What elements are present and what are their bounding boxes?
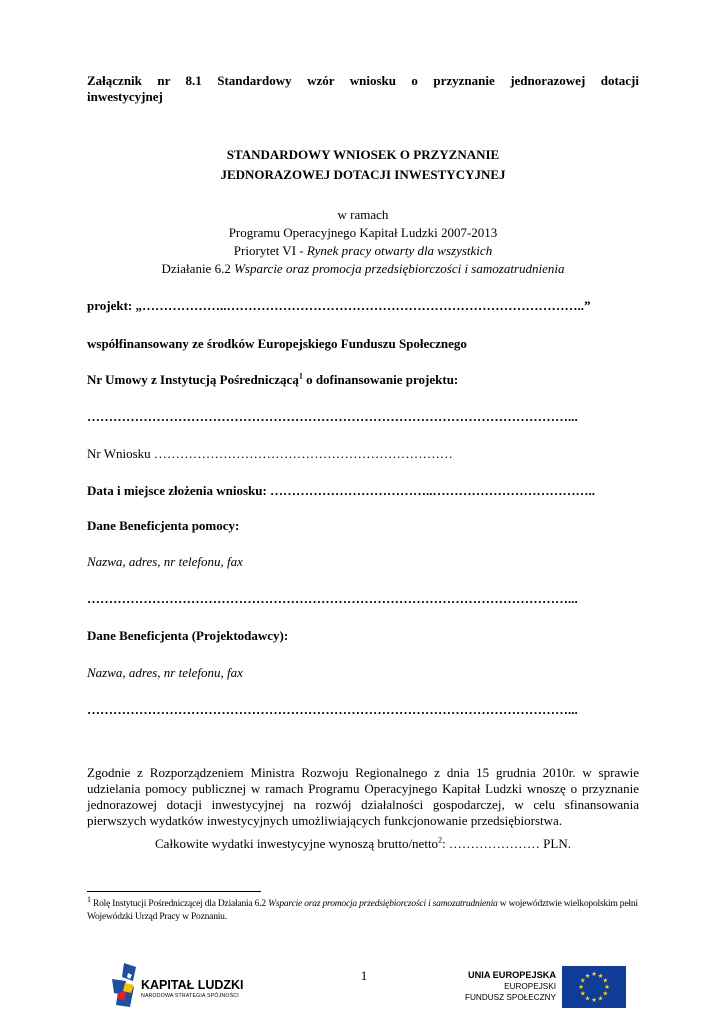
- page-number: 1: [360, 968, 368, 983]
- eu-line2: EUROPEJSKI: [504, 982, 556, 991]
- beneficiary-project-hint: Nazwa, adres, nr telefonu, fax: [87, 665, 243, 680]
- program-priority: [87, 243, 639, 259]
- agreement-label-text: Nr Umowy z Instytucją Pośredniczącą: [87, 372, 299, 387]
- main-title-line2: JEDNORAZOWEJ DOTACJI INWESTYCYJNEJ: [220, 167, 506, 182]
- attachment-title-line1: Załącznik nr 8.1 Standardowy wzór wniosku o przyznanie jednorazowej dotacji: [87, 73, 639, 88]
- application-number: Nr Wniosku ……………………………………………………………: [87, 446, 453, 461]
- eu-star-icon: ★: [604, 984, 610, 992]
- priority-name: Rynek pracy otwarty dla wszystkich: [306, 243, 493, 258]
- footnote-text-italic: Wsparcie oraz promocja przedsiębiorczości i samozatrudnienia: [268, 899, 498, 909]
- main-title-line1: STANDARDOWY WNIOSEK O PRZYZNANIE: [226, 147, 500, 162]
- footnote-number: 1: [87, 894, 91, 904]
- eu-star-icon: ★: [591, 997, 597, 1005]
- agreement-dots-line: …………………………………………………………………………………………………...: [87, 409, 578, 424]
- request-paragraph: Zgodnie z Rozporządzeniem Ministra Rozwoju Regionalnego z dnia 15 grudnia 2010r. w sprawie udzielania pomocy publicznej w ramach Programu Operacyjnego Kapitał Ludzki wnoszę o przyznanie jednorazowej dotacji inwestycyjnej na rozwój działalności gospodarczej, w celu sfinansowania pierwszych wydatków inwestycyjnych umożliwiających funkcjonowanie przedsiębiorstwa.: [87, 765, 639, 828]
- eu-star-icon: ★: [597, 972, 604, 980]
- eu-star-icon: ★: [578, 984, 584, 992]
- footnote-text-start: Rolę Instytucji Pośredniczącej dla Działania 6.2: [90, 899, 269, 909]
- eu-star-icon: ★: [579, 977, 586, 985]
- eu-star-icon: ★: [602, 977, 609, 985]
- footnote-text-end: w województwie wielkopolskim pełni Wojewódzki Urząd Pracy w Poznaniu.: [87, 899, 638, 922]
- eu-star-icon: ★: [579, 990, 586, 998]
- footnote-divider: [87, 891, 261, 892]
- kapital-ludzki-logo-icon: [112, 963, 136, 1007]
- program-name: Programu Operacyjnego Kapitał Ludzki 2007-2013: [228, 225, 498, 240]
- footnote-ref-2: 2: [438, 835, 443, 845]
- attachment-title-line2: inwestycyjnej: [87, 89, 163, 104]
- cofinanced-line: współfinansowany ze środków Europejskiego Funduszu Społecznego: [87, 336, 467, 351]
- total-expenses-prefix: Całkowite wydatki inwestycyjne wynoszą brutto/netto: [155, 836, 439, 851]
- beneficiary-aid-label: Dane Beneficjenta pomocy:: [87, 518, 240, 533]
- measure-prefix: Działanie 6.2: [161, 261, 235, 276]
- project-line: projekt: „………………..………………………………………………………………………..”: [87, 298, 591, 313]
- measure-name: Wsparcie oraz promocja przedsiębiorczości i samozatrudnienia: [234, 261, 565, 276]
- total-expenses-suffix: : ………………… PLN.: [442, 836, 571, 851]
- beneficiary-aid-hint: Nazwa, adres, nr telefonu, fax: [87, 554, 243, 569]
- beneficiary-project-label: Dane Beneficjenta (Projektodawcy):: [87, 628, 289, 643]
- eu-star-icon: ★: [591, 971, 597, 979]
- kapital-ludzki-subtitle: NARODOWA STRATEGIA SPÓJNOŚCI: [141, 993, 239, 999]
- eu-star-icon: ★: [584, 995, 591, 1003]
- program-measure: [87, 261, 639, 277]
- footnote-1: [87, 894, 642, 924]
- total-expenses-line: [87, 836, 639, 852]
- eu-star-icon: ★: [584, 972, 591, 980]
- eu-star-icon: ★: [602, 990, 609, 998]
- submission-date-place: Data i miejsce złożenia wniosku: ………………………………..………………………………..: [87, 483, 596, 498]
- eu-flag-icon: [562, 966, 626, 1008]
- agreement-label-suffix: o dofinansowanie projektu:: [302, 372, 459, 387]
- footnote-ref-1: 1: [298, 371, 303, 381]
- beneficiary-aid-dots: …………………………………………………………………………………………………...: [87, 591, 578, 606]
- program-within: w ramach: [337, 207, 389, 222]
- eu-line3: FUNDUSZ SPOŁECZNY: [465, 993, 556, 1002]
- agreement-label: [87, 372, 639, 388]
- eu-title: UNIA EUROPEJSKA: [468, 970, 556, 980]
- beneficiary-project-dots: …………………………………………………………………………………………………...: [87, 702, 578, 717]
- eu-star-icon: ★: [597, 995, 604, 1003]
- kapital-ludzki-title: KAPITAŁ LUDZKI: [141, 978, 244, 992]
- priority-prefix: Priorytet VI -: [233, 243, 307, 258]
